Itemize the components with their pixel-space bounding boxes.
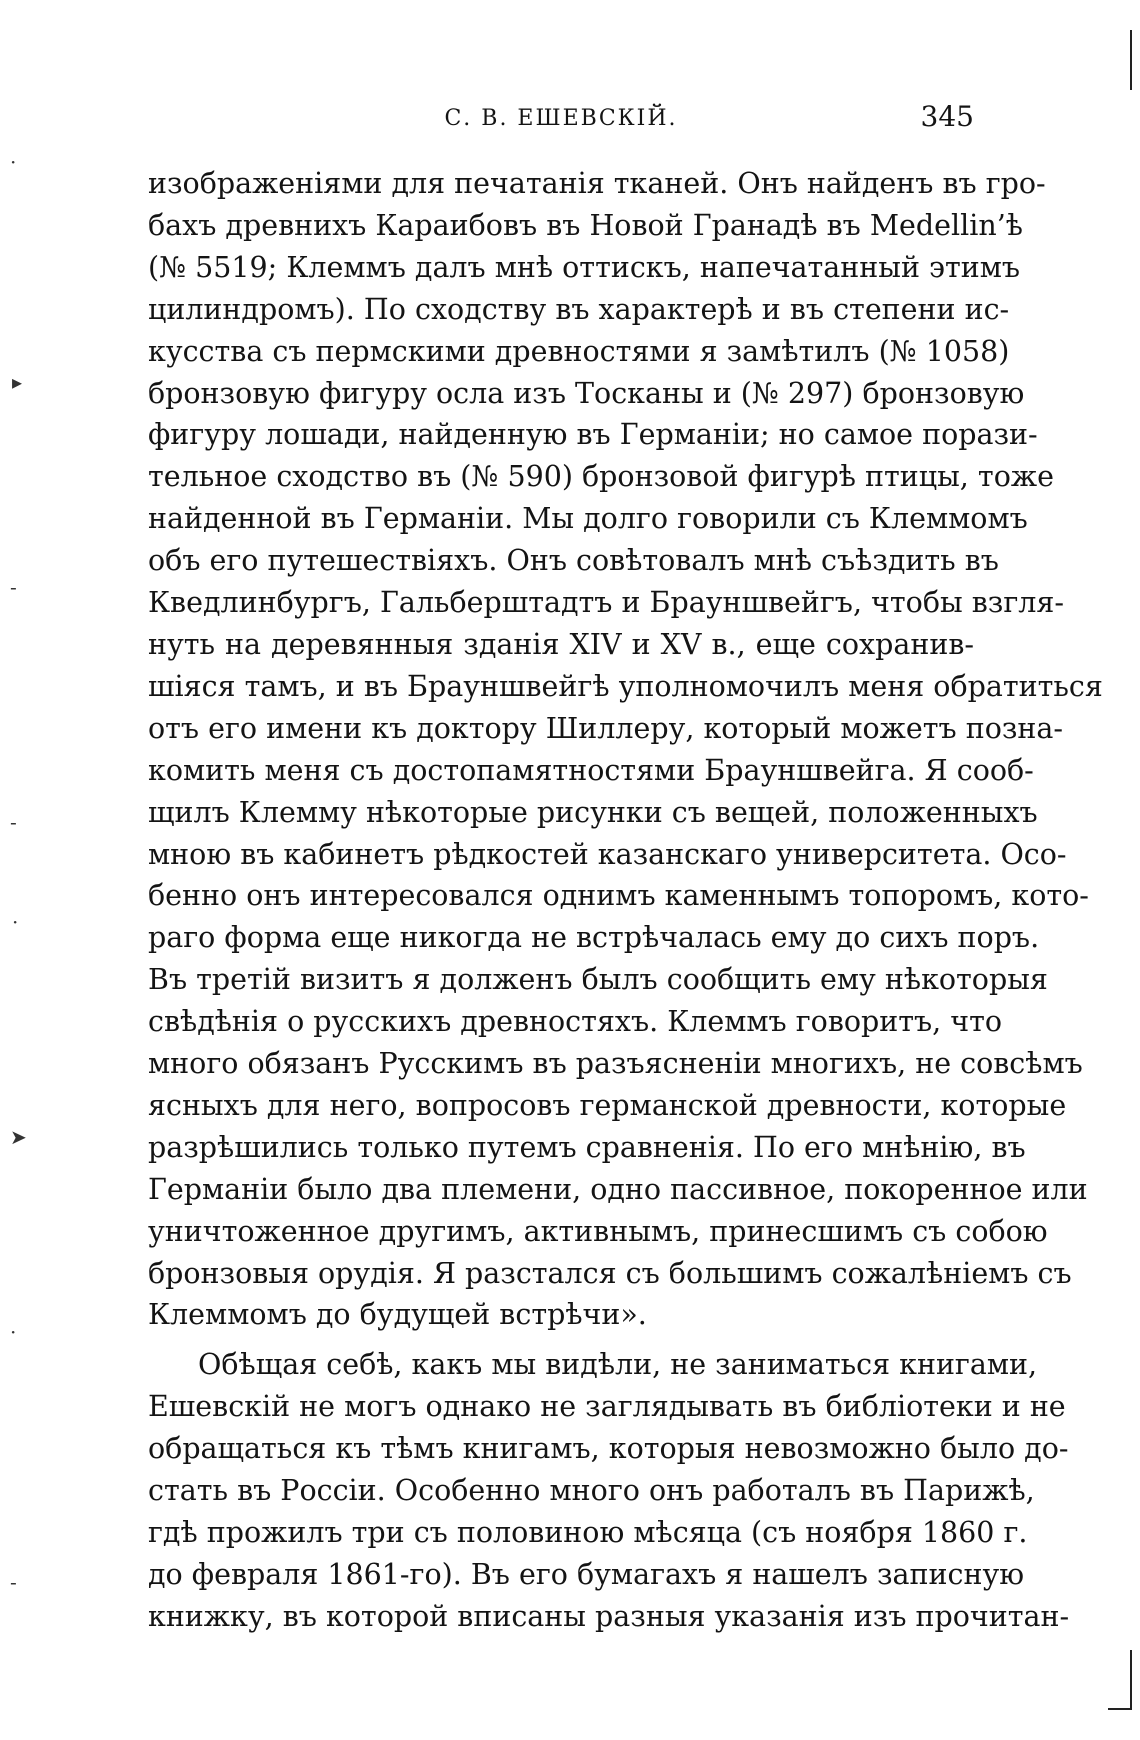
text-line: до февраля 1861-го). Въ его бумагахъ я нашелъ записную bbox=[148, 1557, 1025, 1591]
text-line: бронзовыя орудія. Я разстался съ большимъ сожалѣніемъ съ bbox=[148, 1256, 1072, 1290]
text-line: нуть на деревянныя зданія XIV и XV в., еще сохранив- bbox=[148, 627, 974, 661]
text-line: щилъ Клемму нѣкоторые рисунки съ вещей, положенныхъ bbox=[148, 795, 1038, 829]
text-line: фигуру лошади, найденную въ Германіи; но самое порази- bbox=[148, 418, 1038, 452]
running-head: С. В. ЕШЕВСКІЙ. bbox=[444, 106, 678, 131]
text-line: свѣдѣнія о русскихъ древностяхъ. Клеммъ говоритъ, что bbox=[148, 1005, 1003, 1039]
paragraph bbox=[148, 163, 1103, 1336]
text-line: Въ третій визитъ я долженъ былъ сообщить ему нѣкоторыя bbox=[148, 963, 1048, 997]
scan-edge-line bbox=[1130, 1650, 1132, 1710]
text-line: Кведлинбургъ, Гальберштадтъ и Брауншвейгъ, чтобы взгля- bbox=[148, 586, 1064, 620]
text-line: изображеніями для печатанія тканей. Онъ найденъ въ гро- bbox=[148, 167, 1046, 200]
text-line: объ его путешествіяхъ. Онъ совѣтовалъ мнѣ съѣздить въ bbox=[148, 544, 999, 578]
text-line: отъ его имени къ доктору Шиллеру, который можетъ позна- bbox=[148, 711, 1064, 745]
text-line: Клеммомъ до будущей встрѣчи». bbox=[148, 1298, 647, 1332]
scan-edge-line bbox=[1108, 1708, 1132, 1710]
text-line: разрѣшились только путемъ сравненія. По его мнѣнію, въ bbox=[148, 1130, 1026, 1164]
text-line: раго форма еще никогда не встрѣчалась ему до сихъ поръ. bbox=[148, 921, 1040, 955]
text-line: (№ 5519; Клеммъ далъ мнѣ оттискъ, напечатанный этимъ bbox=[148, 250, 1021, 284]
margin-mark: - bbox=[10, 575, 17, 599]
text-line: стать въ Россіи. Особенно много онъ работалъ въ Парижѣ, bbox=[148, 1474, 1035, 1508]
margin-mark: - bbox=[10, 1570, 17, 1594]
text-line: бахъ древнихъ Караибовъ въ Новой Гранадѣ въ Medellin’ѣ bbox=[148, 208, 1023, 242]
text-line: кусства съ пермскими древностями я замѣтилъ (№ 1058) bbox=[148, 334, 1010, 368]
margin-mark: ▸ bbox=[12, 370, 23, 394]
paragraph bbox=[148, 1344, 1070, 1637]
text-line: ясныхъ для него, вопросовъ германской древности, которые bbox=[148, 1088, 1067, 1122]
text-line: книжку, въ которой вписаны разныя указанія изъ прочитан- bbox=[148, 1599, 1070, 1633]
text-line: Германіи было два племени, одно пассивное, покоренное или bbox=[148, 1172, 1088, 1206]
text-line: бенно онъ интересовался однимъ каменнымъ топоромъ, кото- bbox=[148, 879, 1089, 913]
text-line: Ешевскій не могъ однако не заглядывать въ библіотеки и не bbox=[148, 1390, 1066, 1424]
text-line: много обязанъ Русскимъ въ разъясненіи многихъ, не совсѣмъ bbox=[148, 1047, 1083, 1081]
margin-mark: · bbox=[12, 910, 19, 934]
scan-edge-line bbox=[1130, 30, 1132, 90]
text-line: уничтоженное другимъ, активнымъ, принесшимъ съ собою bbox=[148, 1214, 1048, 1248]
body-text bbox=[148, 163, 1103, 1638]
text-line: шіяся тамъ, и въ Брауншвейгѣ уполномочилъ меня обратиться bbox=[148, 669, 1103, 703]
text-line: Обѣщая себѣ, какъ мы видѣли, не заниматься книгами, bbox=[198, 1348, 1038, 1382]
page-number: 345 bbox=[920, 100, 974, 133]
paragraph-gap bbox=[148, 1336, 974, 1344]
margin-mark: - bbox=[10, 810, 17, 834]
text-line: цилиндромъ). По сходству въ характерѣ и въ степени ис- bbox=[148, 292, 1010, 326]
text-line: бронзовую фигуру осла изъ Тосканы и (№ 297) бронзовую bbox=[148, 376, 1025, 410]
text-line: мною въ кабинетъ рѣдкостей казанскаго университета. Осо- bbox=[148, 837, 1067, 871]
text-line: найденной въ Германіи. Мы долго говорили съ Клеммомъ bbox=[148, 502, 1028, 536]
margin-mark: ➤ bbox=[10, 1125, 27, 1149]
margin-mark: · bbox=[10, 150, 17, 174]
text-line: гдѣ прожилъ три съ половиною мѣсяца (съ ноября 1860 г. bbox=[148, 1516, 1028, 1549]
text-line: комить меня съ достопамятностями Брауншвейга. Я сооб- bbox=[148, 753, 1034, 787]
text-line: тельное сходство въ (№ 590) бронзовой фигурѣ птицы, тоже bbox=[148, 460, 1054, 494]
margin-mark: · bbox=[10, 1320, 17, 1344]
page-header bbox=[148, 96, 974, 136]
text-line: обращаться къ тѣмъ книгамъ, которыя невозможно было до- bbox=[148, 1432, 1069, 1466]
